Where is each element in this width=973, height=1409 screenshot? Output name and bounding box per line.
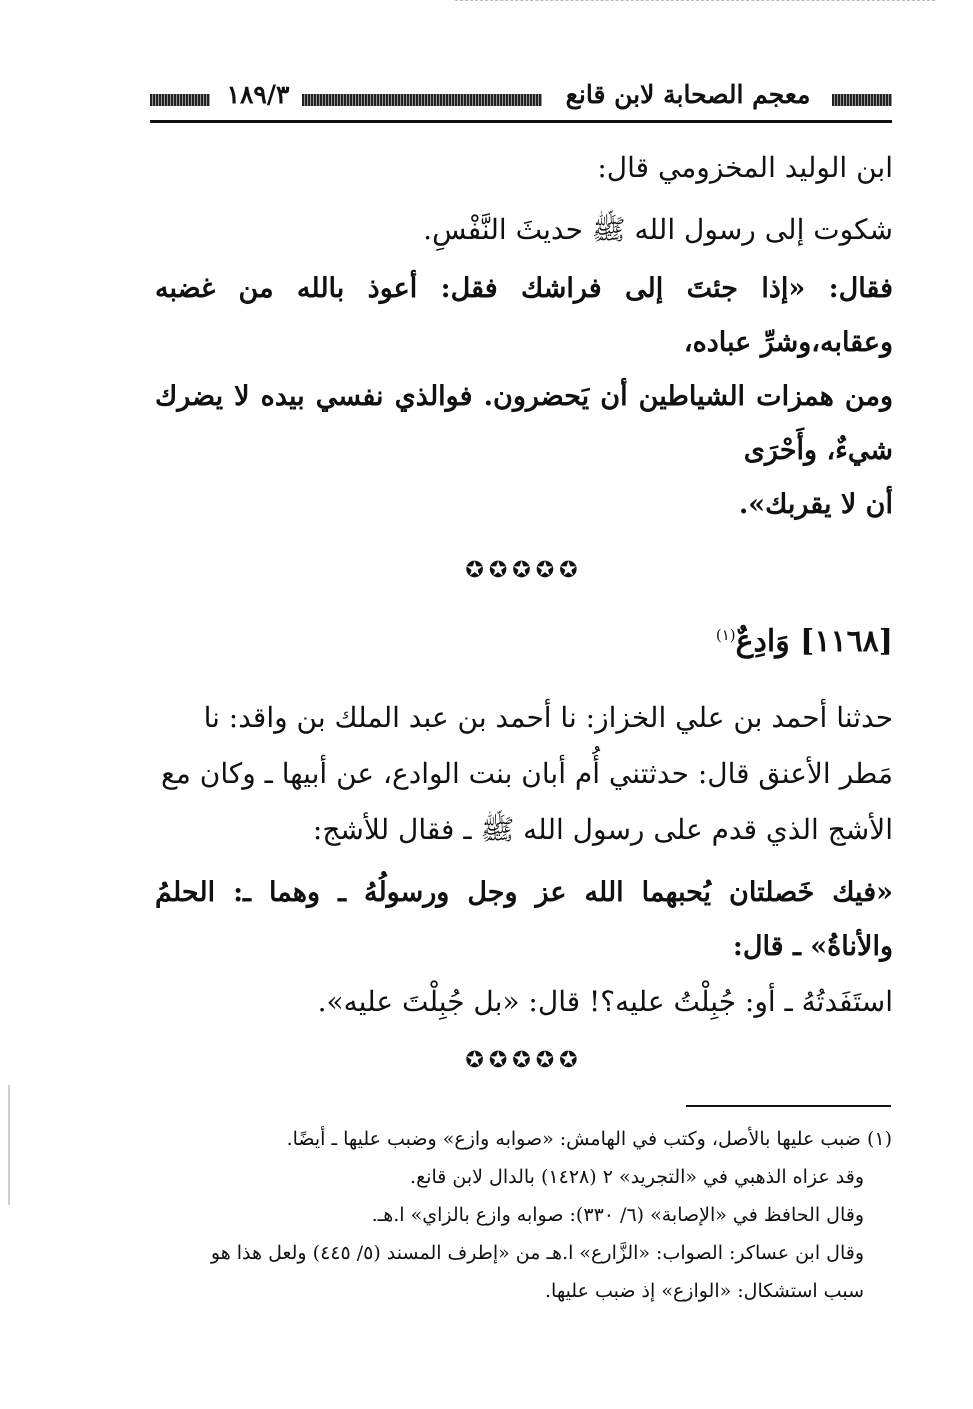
footnote-line: وقد عزاه الذهبي في «التجريد» ٢ (١٤٢٨) بالدال لابن قانع. (410, 1166, 864, 1188)
hadith-text-line: ومن همزات الشياطين أن يَحضرون. فوالذي نفسي بيده لا يضرك شيءٌ، وأَحْرَى (155, 381, 893, 466)
footnote-line: وقال ابن عساكر: الصواب: «الزَّارع» ا.هـ من «إطرف المسند (٥/ ٤٤٥) ولعل هذا هو (210, 1242, 864, 1264)
header-rule (150, 120, 892, 123)
footnote-line: وقال الحافظ في «الإصابة» (٦/ ٣٣٠): صوابه وازع بالزاي» ا.هـ. (371, 1204, 864, 1226)
footnote-line: (١) ضبب عليها بالأصل، وكتب في الهامش: «صوابه وازع» وضبب عليها ـ أيضًا. (286, 1128, 892, 1150)
running-title: معجم الصحابة لابن قانع (565, 80, 811, 109)
header-ornament-left (150, 94, 210, 106)
footnote-ref: (١) (715, 626, 736, 644)
hadith-text-line: فقال: «إذا جئتَ إلى فراشك فقل: أعوذ بالله من غضبه وعقابه،وشرِّ عباده، (155, 273, 893, 358)
header-ornament-middle (302, 94, 542, 106)
text-line: ابن الوليد المخزومي قال: (597, 151, 893, 184)
text-line: مَطر الأعنق قال: حدثتني أُم أبان بنت الوادع، عن أبيها ـ وكان مع (160, 757, 893, 790)
hadith-text-line: أن لا يقربك». (738, 489, 893, 520)
page-body (155, 140, 893, 1073)
text-line: حدثنا أحمد بن علي الخزاز: نا أحمد بن عبد الملك بن واقد: نا (203, 701, 893, 734)
text-line: استَفَدتُهُ ـ أو: جُبِلْتُ عليه؟! قال: «بل جُبِلْتَ عليه». (317, 985, 893, 1018)
text-line: شكوت إلى رسول الله ﷺ حديثَ النَّفْسِ. (423, 213, 893, 246)
hadith-text-line: «فيك خَصلتان يُحبهما الله عز وجل ورسولُهُ ـ وهما ـ: الحلمُ والأناةُ» ـ قال: (155, 877, 893, 962)
footnotes (160, 1120, 892, 1310)
section-divider: ✪✪✪✪✪ (465, 1048, 583, 1073)
entry-title (155, 605, 893, 672)
header-ornament-right (832, 94, 892, 106)
text-line: الأشج الذي قدم على رسول الله ﷺ ـ فقال للأشج: (312, 813, 893, 846)
entry-title-text: [١١٦٨] وَادِعٌ (735, 624, 893, 659)
running-header (150, 78, 892, 122)
margin-scan-mark (8, 1085, 10, 1205)
footnote-line: سبب استشكال: «الوازع» إذ ضبب عليها. (544, 1280, 864, 1302)
page-number: ١٨٩/٣ (226, 80, 290, 109)
top-scan-mark (455, 0, 935, 4)
footnote-rule (686, 1105, 891, 1107)
section-divider: ✪✪✪✪✪ (465, 558, 583, 583)
